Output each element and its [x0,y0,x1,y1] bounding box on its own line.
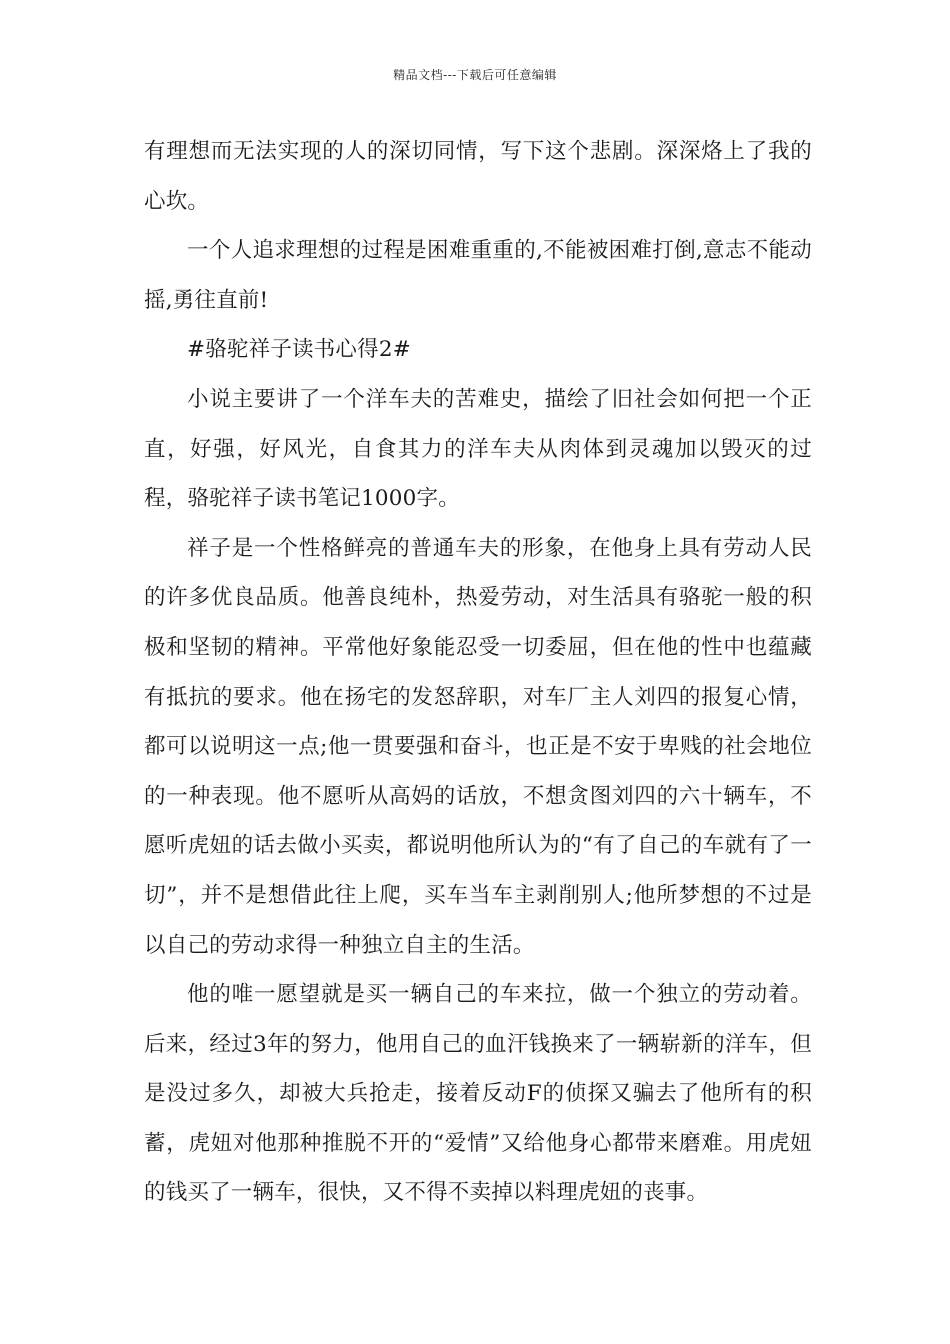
paragraph-2: 一个人追求理想的过程是困难重重的,不能被困难打倒,意志不能动摇,勇往直前! [144,238,812,313]
paragraph-3: 小说主要讲了一个洋车夫的苦难史，描绘了旧社会如何把一个正直，好强，好风光，自食其力的洋车夫从肉体到灵魂加以毁灭的过程，骆驼祥子读书笔记1000字。 [144,386,812,512]
paragraph-5: 他的唯一愿望就是买一辆自己的车来拉，做一个独立的劳动着。后来，经过3年的努力，他用自己的血汗钱换来了一辆崭新的洋车，但是没过多久，却被大兵抢走，接着反动F的侦探又骗去了他所有的积蓄，虎妞对他那种推脱不开的“爱情”又给他身心都带来磨难。用虎妞的钱买了一辆车，很快，又不得不卖掉以料理虎妞的丧事。 [144,982,812,1206]
section-heading: #骆驼祥子读书心得2# [187,337,411,363]
paragraph-4: 祥子是一个性格鲜亮的普通车夫的形象，在他身上具有劳动人民的许多优良品质。他善良纯朴，热爱劳动，对生活具有骆驼一般的积极和坚韧的精神。平常他好象能忍受一切委屈，但在他的性中也蕴藏有抵抗的要求。他在扬宅的发怒辞职，对车厂主人刘四的报复心情，都可以说明这一点;他一贯要强和奋斗，也正是不安于卑贱的社会地位的一种表现。他不愿听从高妈的话放，不想贪图刘四的六十辆车，不愿听虎妞的话去做小买卖，都说明他所认为的“有了自己的车就有了一切”，并不是想借此往上爬，买车当车主剥削别人;他所梦想的不过是以自己的劳动求得一种独立自主的生活。 [144,535,812,958]
paragraph-1: 有理想而无法实现的人的深切同情，写下这个悲剧。深深烙上了我的心坎。 [144,139,812,214]
document-body [144,127,812,1218]
page-header: 精品文档---下载后可任意编辑 [393,68,557,82]
